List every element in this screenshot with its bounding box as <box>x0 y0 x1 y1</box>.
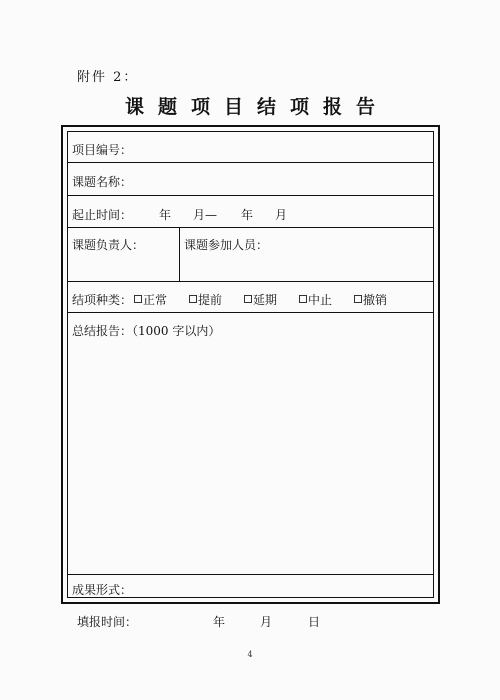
period-row[interactable] <box>68 196 433 228</box>
checkbox-icon[interactable] <box>134 295 142 303</box>
fill-date-day: 日 <box>308 615 321 629</box>
completion-type-row <box>68 282 433 313</box>
project-number-label: 项目编号： <box>72 143 133 157</box>
checkbox-icon[interactable] <box>244 295 252 303</box>
completion-type-label: 结项种类： <box>72 293 133 307</box>
leader-label[interactable]: 课题负责人： <box>72 238 145 252</box>
summary-row[interactable] <box>68 313 433 575</box>
option-delayed[interactable]: 延期 <box>244 291 277 308</box>
page-title: 课题项目结项报告 <box>124 96 389 118</box>
attachment-label: 附件 2： <box>77 70 139 85</box>
period-end-year: 年 <box>241 208 254 222</box>
report-form-frame <box>61 125 440 604</box>
period-label: 起止时间： <box>72 208 133 222</box>
period-start-year: 年 <box>159 208 172 222</box>
report-form-table <box>67 131 434 598</box>
members-cell[interactable] <box>179 228 269 281</box>
fill-date-month: 月 <box>260 615 273 629</box>
period-end-month: 月 <box>275 208 288 222</box>
project-name-row[interactable] <box>68 163 433 196</box>
option-early[interactable]: 提前 <box>189 291 222 308</box>
members-label: 课题参加人员： <box>184 238 269 252</box>
checkbox-icon[interactable] <box>354 295 362 303</box>
results-label: 成果形式： <box>72 583 133 597</box>
checkbox-icon[interactable] <box>189 295 197 303</box>
option-normal[interactable]: 正常 <box>134 291 167 308</box>
fill-date-year: 年 <box>213 615 226 629</box>
project-number-row[interactable] <box>68 132 433 163</box>
summary-label: 总结报告：（1000 字以内） <box>72 324 221 338</box>
period-start-month: 月— <box>193 208 218 222</box>
option-cancelled[interactable]: 撤销 <box>354 291 387 308</box>
option-suspended[interactable]: 中止 <box>299 291 332 308</box>
project-name-label: 课题名称： <box>72 175 133 189</box>
page-number: 4 <box>247 650 253 659</box>
results-row[interactable] <box>68 575 433 601</box>
personnel-row <box>68 228 433 282</box>
checkbox-icon[interactable] <box>299 295 307 303</box>
fill-date-label: 填报时间： <box>77 615 138 629</box>
